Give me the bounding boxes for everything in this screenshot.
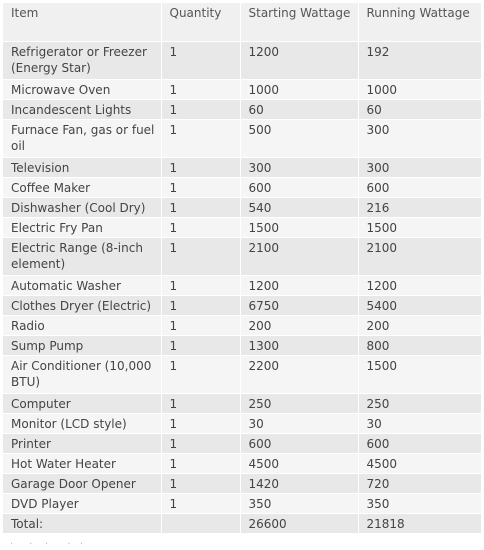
cell-quantity: 1 bbox=[161, 315, 240, 335]
header-quantity: Quantity bbox=[161, 3, 240, 41]
cell-running-wattage: 300 bbox=[358, 119, 481, 157]
cell-quantity: 1 bbox=[161, 119, 240, 157]
cell-running-wattage: 60 bbox=[358, 99, 481, 119]
cell-quantity: 1 bbox=[161, 473, 240, 493]
cell-item: Hot Water Heater bbox=[3, 453, 161, 473]
wattage-table bbox=[3, 3, 481, 534]
cell-starting-wattage: 2100 bbox=[240, 237, 358, 275]
table-row bbox=[3, 393, 481, 413]
cell-starting-wattage: 30 bbox=[240, 413, 358, 433]
total-row bbox=[3, 513, 481, 533]
cell-running-wattage: 300 bbox=[358, 157, 481, 177]
cell-starting-wattage: 1300 bbox=[240, 335, 358, 355]
cell-item: Incandescent Lights bbox=[3, 99, 161, 119]
cell-item: Microwave Oven bbox=[3, 79, 161, 99]
table-row bbox=[3, 41, 481, 79]
cell-quantity: 1 bbox=[161, 177, 240, 197]
table-row bbox=[3, 433, 481, 453]
cell-item: Automatic Washer bbox=[3, 275, 161, 295]
cell-item: Monitor (LCD style) bbox=[3, 413, 161, 433]
cell-starting-wattage: 540 bbox=[240, 197, 358, 217]
total-starting-wattage: 26600 bbox=[240, 513, 358, 533]
cell-quantity: 1 bbox=[161, 433, 240, 453]
cell-quantity: 1 bbox=[161, 217, 240, 237]
table-row bbox=[3, 493, 481, 513]
cell-quantity: 1 bbox=[161, 355, 240, 393]
cell-quantity: 1 bbox=[161, 413, 240, 433]
cell-quantity: 1 bbox=[161, 237, 240, 275]
cell-quantity: 1 bbox=[161, 295, 240, 315]
cell-running-wattage: 1200 bbox=[358, 275, 481, 295]
cell-running-wattage: 200 bbox=[358, 315, 481, 335]
cell-starting-wattage: 1500 bbox=[240, 217, 358, 237]
header-running-wattage: Running Wattage bbox=[358, 3, 481, 41]
cell-running-wattage: 720 bbox=[358, 473, 481, 493]
cell-running-wattage: 216 bbox=[358, 197, 481, 217]
cell-running-wattage: 2100 bbox=[358, 237, 481, 275]
total-label: Total: bbox=[3, 513, 161, 533]
cell-running-wattage: 30 bbox=[358, 413, 481, 433]
cell-starting-wattage: 600 bbox=[240, 433, 358, 453]
cell-item: Clothes Dryer (Electric) bbox=[3, 295, 161, 315]
table-row bbox=[3, 99, 481, 119]
total-running-wattage: 21818 bbox=[358, 513, 481, 533]
cell-quantity: 1 bbox=[161, 335, 240, 355]
cell-running-wattage: 1000 bbox=[358, 79, 481, 99]
cell-running-wattage: 600 bbox=[358, 433, 481, 453]
cell-starting-wattage: 2200 bbox=[240, 355, 358, 393]
header-starting-wattage: Starting Wattage bbox=[240, 3, 358, 41]
cell-item: Printer bbox=[3, 433, 161, 453]
cell-starting-wattage: 500 bbox=[240, 119, 358, 157]
table-row bbox=[3, 217, 481, 237]
cell-starting-wattage: 1200 bbox=[240, 41, 358, 79]
cell-starting-wattage: 1000 bbox=[240, 79, 358, 99]
cell-item: Radio bbox=[3, 315, 161, 335]
cell-item: Television bbox=[3, 157, 161, 177]
table-row bbox=[3, 157, 481, 177]
cell-quantity: 1 bbox=[161, 157, 240, 177]
cell-starting-wattage: 1200 bbox=[240, 275, 358, 295]
cell-quantity: 1 bbox=[161, 275, 240, 295]
table-row bbox=[3, 79, 481, 99]
cell-quantity: 1 bbox=[161, 453, 240, 473]
cell-running-wattage: 600 bbox=[358, 177, 481, 197]
cell-starting-wattage: 1420 bbox=[240, 473, 358, 493]
table-row bbox=[3, 453, 481, 473]
cell-item: DVD Player bbox=[3, 493, 161, 513]
cell-starting-wattage: 350 bbox=[240, 493, 358, 513]
table-row bbox=[3, 275, 481, 295]
cell-item: Coffee Maker bbox=[3, 177, 161, 197]
header-row bbox=[3, 3, 481, 41]
cell-starting-wattage: 200 bbox=[240, 315, 358, 335]
cell-item: Computer bbox=[3, 393, 161, 413]
cell-item: Air Conditioner (10,000 BTU) bbox=[3, 355, 161, 393]
cell-starting-wattage: 6750 bbox=[240, 295, 358, 315]
cropped-footer-text: · · · · · bbox=[10, 539, 84, 550]
cell-item: Dishwasher (Cool Dry) bbox=[3, 197, 161, 217]
cell-running-wattage: 4500 bbox=[358, 453, 481, 473]
cell-item: Garage Door Opener bbox=[3, 473, 161, 493]
table-row bbox=[3, 295, 481, 315]
cell-starting-wattage: 60 bbox=[240, 99, 358, 119]
table-row bbox=[3, 355, 481, 393]
cell-item: Electric Range (8-inch element) bbox=[3, 237, 161, 275]
cell-quantity: 1 bbox=[161, 197, 240, 217]
cell-running-wattage: 350 bbox=[358, 493, 481, 513]
table-row bbox=[3, 335, 481, 355]
cell-item: Sump Pump bbox=[3, 335, 161, 355]
table-row bbox=[3, 177, 481, 197]
cell-quantity: 1 bbox=[161, 99, 240, 119]
cell-quantity: 1 bbox=[161, 41, 240, 79]
cell-starting-wattage: 600 bbox=[240, 177, 358, 197]
table-row bbox=[3, 315, 481, 335]
cell-quantity: 1 bbox=[161, 393, 240, 413]
cell-starting-wattage: 300 bbox=[240, 157, 358, 177]
cell-running-wattage: 1500 bbox=[358, 355, 481, 393]
cell-starting-wattage: 250 bbox=[240, 393, 358, 413]
cell-running-wattage: 250 bbox=[358, 393, 481, 413]
header-item: Item bbox=[3, 3, 161, 41]
cell-quantity: 1 bbox=[161, 493, 240, 513]
cell-running-wattage: 800 bbox=[358, 335, 481, 355]
cell-quantity: 1 bbox=[161, 79, 240, 99]
cell-item: Furnace Fan, gas or fuel oil bbox=[3, 119, 161, 157]
cell-running-wattage: 192 bbox=[358, 41, 481, 79]
table-row bbox=[3, 197, 481, 217]
cell-running-wattage: 5400 bbox=[358, 295, 481, 315]
table-row bbox=[3, 473, 481, 493]
cell-item: Refrigerator or Freezer (Energy Star) bbox=[3, 41, 161, 79]
table-row bbox=[3, 413, 481, 433]
table-row bbox=[3, 119, 481, 157]
total-quantity bbox=[161, 513, 240, 533]
cell-item: Electric Fry Pan bbox=[3, 217, 161, 237]
cell-running-wattage: 1500 bbox=[358, 217, 481, 237]
table-row bbox=[3, 237, 481, 275]
cell-starting-wattage: 4500 bbox=[240, 453, 358, 473]
